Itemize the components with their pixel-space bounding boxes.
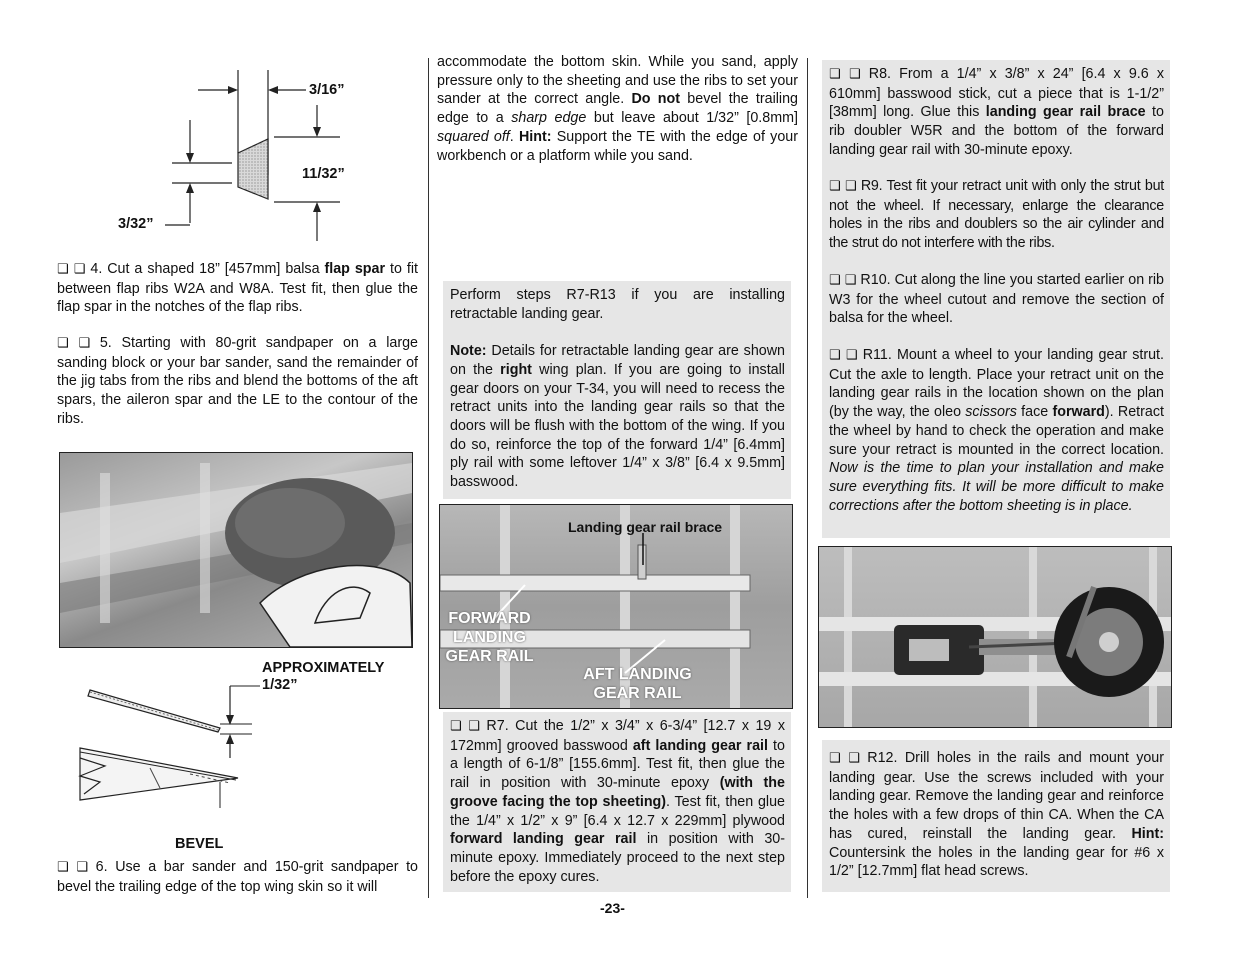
step-5-checkboxes[interactable]: ❑ ❑: [57, 336, 91, 351]
step-4-text: ❑ ❑ 4. Cut a shaped 18” [457mm] balsa flap spar to fit between flap ribs W2A and W8A. Test fit, then glue the flap spar in the notches of the flap ribs.: [57, 261, 418, 316]
column-divider-1: [428, 58, 429, 898]
retract-wheel-illustration: [819, 547, 1171, 727]
page-number: -23-: [600, 900, 625, 916]
sanding-ribs-illustration: [60, 453, 412, 647]
aft-rail-label: AFT LANDING GEAR RAIL: [583, 666, 692, 702]
bevel-label: BEVEL: [175, 836, 224, 852]
retract-info-note: Note: Details for retractable landing gear are shown on the right wing plan. If you are going to install gear doors on your T-34, you will need to recess the retract units into the landing gear rails so that the doors will be flush with the bottom of the wing. If you do so, reinforce the top of the forward 1/4” [6.4mm] ply rail with some leftover 1/4” x 3/8” [6.4 x 9.5mm] basswood.: [450, 343, 785, 491]
step-r8-text: ❑ ❑ R8. From a 1/4” x 3/8” x 24” [6.4 x 9.6 x 610mm] basswood stick, cut a piece that is 1-1/2” [38mm] long. Glue this landing gear rail brace to rib doubler W5R and the bottom of the forward landing gear rail with 30-minute epoxy.: [829, 66, 1164, 158]
retract-wheel-photo: [818, 546, 1172, 728]
dim-label-width: 3/16”: [309, 82, 345, 98]
landing-gear-rails-photo: [439, 504, 793, 709]
step-r12-text: ❑ ❑ R12. Drill holes in the rails and mount your landing gear. Use the screws included with your landing gear. Remove the landing gear and reinforce the holes with a few drops of thin CA. When the CA has cured, reinstall the landing gear. Hint: Countersink the holes in the landing gear for #6 x 1/2” [12.7mm] flat head screws.: [829, 750, 1165, 880]
retract-info-intro: Perform steps R7-R13 if you are installing retractable landing gear.: [450, 287, 785, 322]
step-r10-checkboxes[interactable]: ❑ ❑: [829, 273, 857, 288]
rail-brace-label: Landing gear rail brace: [568, 519, 723, 535]
retract-info-text: [450, 286, 785, 492]
step-r8-checkboxes[interactable]: ❑ ❑: [829, 67, 861, 82]
step-6-text: ❑ ❑ 6. Use a bar sander and 150-grit sandpaper to bevel the trailing edge of the top wing skin so it will: [57, 859, 418, 895]
approximately-label: APPROXIMATELY: [262, 660, 385, 676]
dim-label-height: 11/32”: [302, 166, 345, 182]
step-6-continued-text: accommodate the bottom skin. While you sand, apply pressure only to the sheeting and use the ribs to set your sander at the correct angle. Do not bevel the trailing edge to a sharp edge but leave about 1/32” [0.8mm] squared off. Hint: Support the TE with the edge of your workbench or a platform while you sand.: [437, 54, 799, 164]
step-r9-checkboxes[interactable]: ❑ ❑: [829, 179, 857, 194]
step-r11-checkboxes[interactable]: ❑ ❑: [829, 348, 858, 363]
step-r7-text: ❑ ❑ R7. Cut the 1/2” x 3/4” x 6-3/4” [12.7 x 19 x 172mm] grooved basswood aft landing gear rail to a length of 6-1/8” [155.6mm]. Test fit, then glue the rail in position with 30-minute epoxy (with the groove facing the top sheeting). Test fit, then glue the 1/4” x 1/2” x 9” [6.4 x 12.7 x 229mm] plywood forward landing gear rail in position with 30- minute epoxy. Immediately proceed to the next step before the epoxy cures.: [450, 718, 785, 885]
dim-label-thickness: 3/32”: [118, 216, 154, 232]
forward-rail-label: FORWARD LANDING GEAR RAIL: [445, 610, 534, 665]
step-r7-checkboxes[interactable]: ❑ ❑: [450, 719, 480, 734]
step-r11-text: ❑ ❑ R11. Mount a wheel to your landing gear strut. Cut the axle to length. Place your retract unit on the landing gear rails in the location shown on the plan (by the way, the oleo scissors face forward). Retract the wheel by hand to check the operation and make sure your retract is mounted in the correct location. Now is the time to plan your installation and make sure everything fits. It will be more difficult to make corrections after the bottom sheeting is in place.: [829, 347, 1164, 514]
step-r9-text: ❑ ❑ R9. Test fit your retract unit with only the strut but not the wheel. If necessary, enlarge the clearance holes in the ribs and doublers so the air cylinder and the strut do not interfere with the ribs.: [829, 178, 1164, 252]
approximately-size-label: 1/32”: [262, 677, 298, 693]
sanding-ribs-photo: [59, 452, 413, 648]
step-6-checkboxes[interactable]: ❑ ❑: [57, 860, 89, 875]
step-r12-checkboxes[interactable]: ❑ ❑: [829, 751, 860, 766]
step-4-checkboxes[interactable]: ❑ ❑: [57, 262, 86, 277]
step-r10-text: ❑ ❑ R10. Cut along the line you started earlier on rib W3 for the wheel cutout and remove the section of balsa for the wheel.: [829, 272, 1165, 327]
column-divider-2: [807, 58, 808, 898]
bevel-diagram: [70, 678, 270, 808]
step-5-text: ❑ ❑ 5. Starting with 80-grit sandpaper on a large sanding block or your bar sander, sand the remainder of the jig tabs from the ribs and blend the bottoms of the aft spars, the aileron spar and the LE to the contour of the ribs.: [57, 335, 418, 427]
